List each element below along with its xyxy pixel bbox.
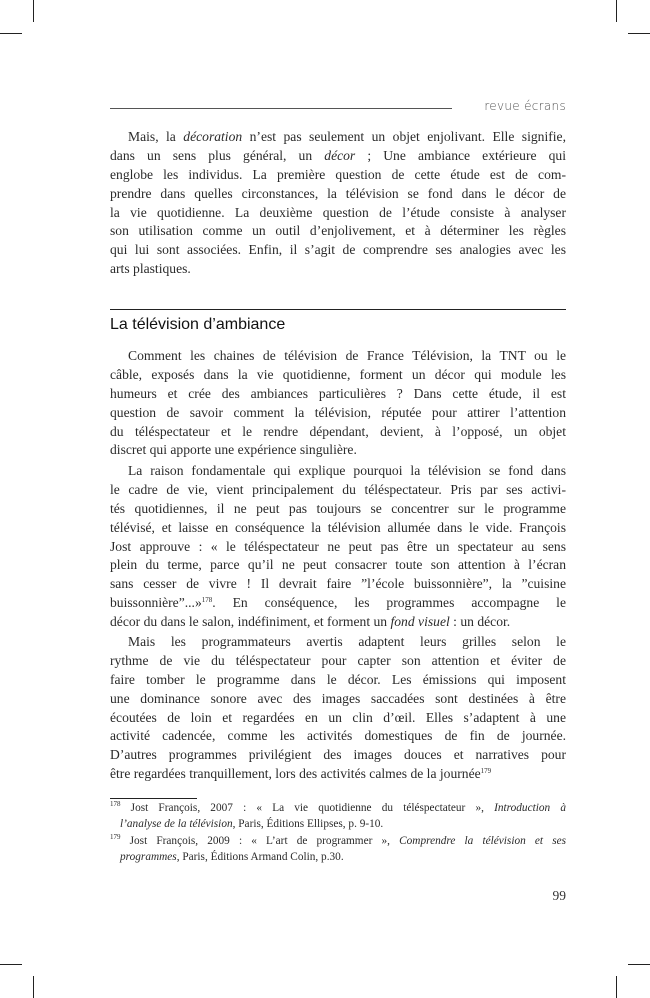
text: , Paris, Éditions Armand Colin, p.30. xyxy=(176,850,344,863)
text: du téléspectateur et le rendre dépendant, devient, à l’opposé, un objet xyxy=(110,423,566,439)
text: englobe les individus. La première question de cette étude est de com- xyxy=(110,166,566,182)
section-heading: La télévision d’ambiance xyxy=(110,316,286,333)
text: . En conséquence, les programmes accompagne le xyxy=(212,595,566,611)
text-line xyxy=(110,481,566,500)
text: télévisé, et laisse en conséquence la télévision allumée dans le vide. François xyxy=(110,519,566,535)
text-line xyxy=(110,817,566,833)
footnote-ref: 178 xyxy=(110,800,121,808)
crop-mark xyxy=(33,0,34,22)
text-line xyxy=(110,462,566,481)
text-line xyxy=(110,241,566,260)
text: prendre dans quelles circonstances, la télévision se fond dans le décor de xyxy=(110,185,566,201)
text: question de savoir comment la télévision, réputée pour attirer l’attention xyxy=(110,404,566,420)
text: n’est pas seulement un objet enjolivant. Elle signifie, xyxy=(242,129,566,144)
text-line xyxy=(110,519,566,538)
text: plein du terme, parce qu’il ne peut consacrer toute son attention à l’écran xyxy=(110,557,566,573)
text: écoutées de loin et regardées en un clin d’œil. Elles s’adaptent à une xyxy=(110,709,566,725)
text: rythme de vie du téléspectateur pour capter son attention et éviter de xyxy=(110,652,566,668)
text-line xyxy=(110,746,566,765)
text-line xyxy=(110,500,566,519)
page-number: 99 xyxy=(552,888,566,903)
footnote-ref: 178 xyxy=(201,596,213,605)
text-line xyxy=(110,222,566,241)
paragraph xyxy=(110,462,566,632)
text: arts plastiques. xyxy=(110,261,191,277)
text: discret qui apporte une expérience singulière. xyxy=(110,442,357,458)
text-line xyxy=(110,385,566,404)
footnote-ref: 179 xyxy=(480,767,492,776)
text-line xyxy=(110,404,566,423)
text-line xyxy=(110,801,566,817)
text: faire tomber le programme dans le décor. Les émissions qui imposent xyxy=(110,671,566,687)
text-line xyxy=(110,538,566,557)
text-line xyxy=(110,441,566,460)
text: décor du dans le salon, indéfiniment, et forment un xyxy=(110,614,391,630)
crop-mark xyxy=(33,976,34,998)
text: buissonnière”...» xyxy=(110,595,202,611)
text: D’autres programmes privilégient des images douces et narratives pour xyxy=(110,747,566,763)
text: Mais, la xyxy=(128,129,184,144)
text: câble, exposés dans la vie quotidienne, forment un décor qui module les xyxy=(110,366,566,382)
text-line xyxy=(110,613,566,632)
crop-mark xyxy=(628,33,650,34)
crop-mark xyxy=(0,33,22,34)
text: : un décor. xyxy=(449,614,511,630)
text-line xyxy=(110,166,566,185)
text-line xyxy=(110,727,566,746)
text-line xyxy=(110,260,566,279)
footnote-179 xyxy=(110,834,566,865)
text-line xyxy=(110,690,566,709)
italic-text: programmes xyxy=(120,850,177,863)
section-rule xyxy=(110,309,566,310)
text-line xyxy=(110,834,566,850)
crop-mark xyxy=(616,976,617,998)
text: ; Une ambiance extérieure qui xyxy=(355,147,566,163)
italic-text: fond visuel xyxy=(390,614,450,630)
text-line xyxy=(110,128,566,147)
header-rule xyxy=(110,108,452,109)
running-header: revue écrans xyxy=(484,99,566,113)
text-line xyxy=(110,652,566,671)
italic-text: Introduction à xyxy=(494,802,566,814)
paragraph xyxy=(110,347,566,460)
text-line xyxy=(110,366,566,385)
text: , Paris, Éditions Ellipses, p. 9-10. xyxy=(232,817,384,830)
footnote-178 xyxy=(110,801,566,832)
paragraph xyxy=(110,633,566,784)
text: tés quotidiennes, il ne peut pas toujours se concentrer sur le programme xyxy=(110,500,566,516)
text-line xyxy=(110,185,566,204)
text-line xyxy=(110,575,566,594)
text: Jost François, 2007 : « La vie quotidienne du téléspectateur », xyxy=(120,802,495,814)
text-line xyxy=(110,347,566,366)
text-line xyxy=(110,671,566,690)
crop-mark xyxy=(616,0,617,22)
crop-mark xyxy=(0,964,22,965)
text: son utilisation comme un outil d’enjolivement, et à déterminer les règles xyxy=(110,223,566,239)
text: être regardées tranquillement, lors des activités calmes de la journée xyxy=(110,766,481,782)
text-line xyxy=(110,556,566,575)
text: Mais les programmateurs avertis adaptent leurs grilles selon le xyxy=(128,634,566,649)
text-line xyxy=(110,594,566,613)
text: humeurs et crée des ambiances particulières ? Dans cette étude, il est xyxy=(110,385,566,401)
text: qui lui sont associées. Enfin, il s’agit de comprendre ses analogies avec les xyxy=(110,242,566,258)
text-line xyxy=(110,423,566,442)
text-line xyxy=(110,765,566,784)
text: sans cesser de vivre ! Il devrait faire ”l’école buissonnière”, la ”cuisine xyxy=(110,576,566,592)
text-line xyxy=(110,633,566,652)
italic-text: décor xyxy=(324,147,356,163)
text: le cadre de vie, vient principalement du téléspectateur. Pris par ses activi- xyxy=(110,481,566,497)
text: la vie quotidienne. La deuxième question de l’étude consiste à analyser xyxy=(110,204,566,220)
crop-mark xyxy=(628,964,650,965)
italic-text: Comprendre la télévision et ses xyxy=(399,835,566,847)
footnote-rule xyxy=(110,798,197,799)
text: une dominance sonore avec des images saccadées sont destinées à être xyxy=(110,690,566,706)
italic-text: décoration xyxy=(183,129,243,144)
footnote-ref: 179 xyxy=(110,833,121,841)
text-line xyxy=(110,850,566,866)
text: dans un sens plus général, un xyxy=(110,147,325,163)
text-line xyxy=(110,709,566,728)
text: La raison fondamentale qui explique pourquoi la télévision se fond dans xyxy=(128,463,566,478)
italic-text: l’analyse de la télévision xyxy=(120,817,233,830)
text: Jost approuve : « le téléspectateur ne peut pas être un spectateur au sens xyxy=(110,538,566,554)
text-line xyxy=(110,147,566,166)
text: Comment les chaines de télévision de France Télévision, la TNT ou le xyxy=(128,348,566,363)
text-line xyxy=(110,204,566,223)
text: activité cadencée, comme les activités domestiques de fin de journée. xyxy=(110,728,566,744)
paragraph-intro xyxy=(110,128,566,279)
text: Jost François, 2009 : « L’art de programmer », xyxy=(120,835,400,847)
